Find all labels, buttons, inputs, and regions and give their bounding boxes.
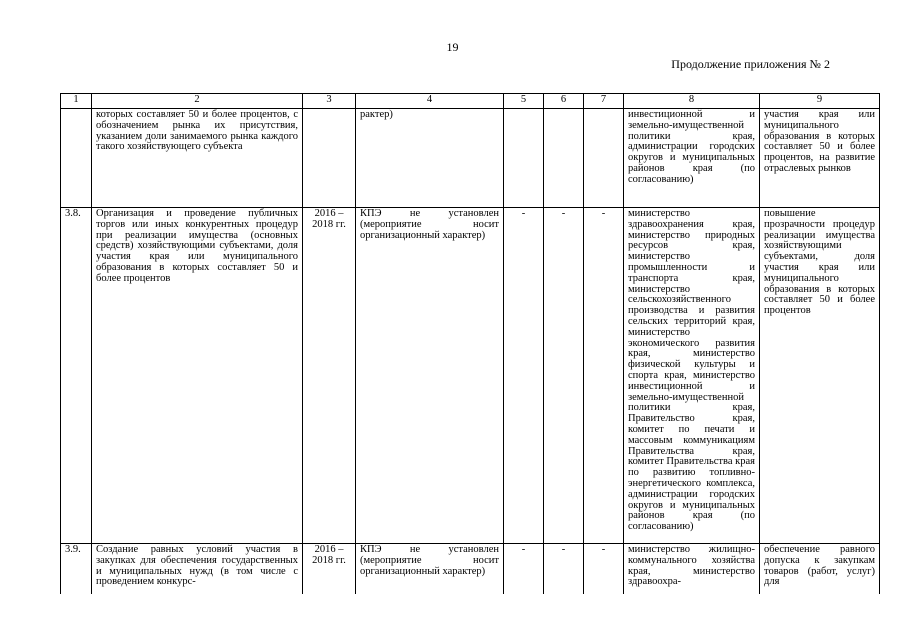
table-row [61, 208, 880, 544]
value-cell: - [544, 208, 584, 544]
value-cell [544, 109, 584, 208]
header-cell: 5 [504, 94, 544, 109]
value-cell: - [504, 208, 544, 544]
result-cell: обеспечение равного допуска к закупкам товаров (работ, услуг) для [760, 544, 880, 595]
event-cell: которых составляет 50 и более процентов, с обозначением рынка их присутствия, указанием доли занимаемого рынка каждого такого хозяйствующего субъекта [92, 109, 303, 208]
header-row [61, 94, 880, 109]
page-number: 19 [446, 40, 459, 54]
value-cell: - [584, 544, 624, 595]
header-cell: 1 [61, 94, 92, 109]
header-cell: 8 [624, 94, 760, 109]
header-cell: 9 [760, 94, 880, 109]
value-cell [584, 109, 624, 208]
header-cell: 2 [92, 94, 303, 109]
executors-cell: министерство здравоохранения края, министерство природных ресурсов края, министерство промышленности и транспорта края, министерство сельскохозяйственного производства и развития сельских территорий края, министерство экономического развития края, министерство физической культуры и спорта края, министерство инвестиционной и земельно-имущественной политики края, Правительство края, комитет по печати и массовым коммуникациям Правительства края, комитет Правительства края по развитию топливно-энергетического комплекса, администрации городских округов и муниципальных районов края (по согласованию) [624, 208, 760, 544]
header-cell: 4 [356, 94, 504, 109]
value-cell: - [544, 544, 584, 595]
result-cell: участия края или муниципального образования в которых составляет 50 и более процентов, на развитие отраслевых рынков [760, 109, 880, 208]
period-cell [303, 109, 356, 208]
indicator-cell: рактер) [356, 109, 504, 208]
continuation-label: Продолжение приложения № 2 [671, 57, 830, 71]
header-cell: 7 [584, 94, 624, 109]
period-cell: 2016 – 2018 гг. [303, 544, 356, 595]
executors-cell: министерство жилищно-коммунального хозяйства края, министерство здравоохра- [624, 544, 760, 595]
item-number: 3.8. [61, 208, 92, 544]
event-cell: Создание равных условий участия в закупках для обеспечения государственных и муниципальных нужд (в том числе с проведением конкурс- [92, 544, 303, 595]
table-row [61, 544, 880, 595]
indicator-cell: КПЭ не установлен (мероприятие носит организационный характер) [356, 544, 504, 595]
value-cell: - [504, 544, 544, 595]
period-cell: 2016 – 2018 гг. [303, 208, 356, 544]
indicator-cell: КПЭ не установлен (мероприятие носит организационный характер) [356, 208, 504, 544]
table-row [61, 109, 880, 208]
executors-cell: инвестиционной и земельно-имущественной политики края, администрации городских округов и муниципальных районов края (по согласованию) [624, 109, 760, 208]
header-cell: 3 [303, 94, 356, 109]
value-cell [504, 109, 544, 208]
header-cell: 6 [544, 94, 584, 109]
value-cell: - [584, 208, 624, 544]
result-cell: повышение прозрачности процедур реализации имущества хозяйствующими субъектами, доля участия края или муниципального образования в которых составляет 50 и более процентов [760, 208, 880, 544]
item-number: 3.9. [61, 544, 92, 595]
measures-table [60, 93, 880, 594]
item-number [61, 109, 92, 208]
event-cell: Организация и проведение публичных торгов или иных конкурентных процедур при реализации имущества (основных средств) хозяйствующими субъектами, доля участия края или муниципального образования в которых составляет 50 и более процентов [92, 208, 303, 544]
